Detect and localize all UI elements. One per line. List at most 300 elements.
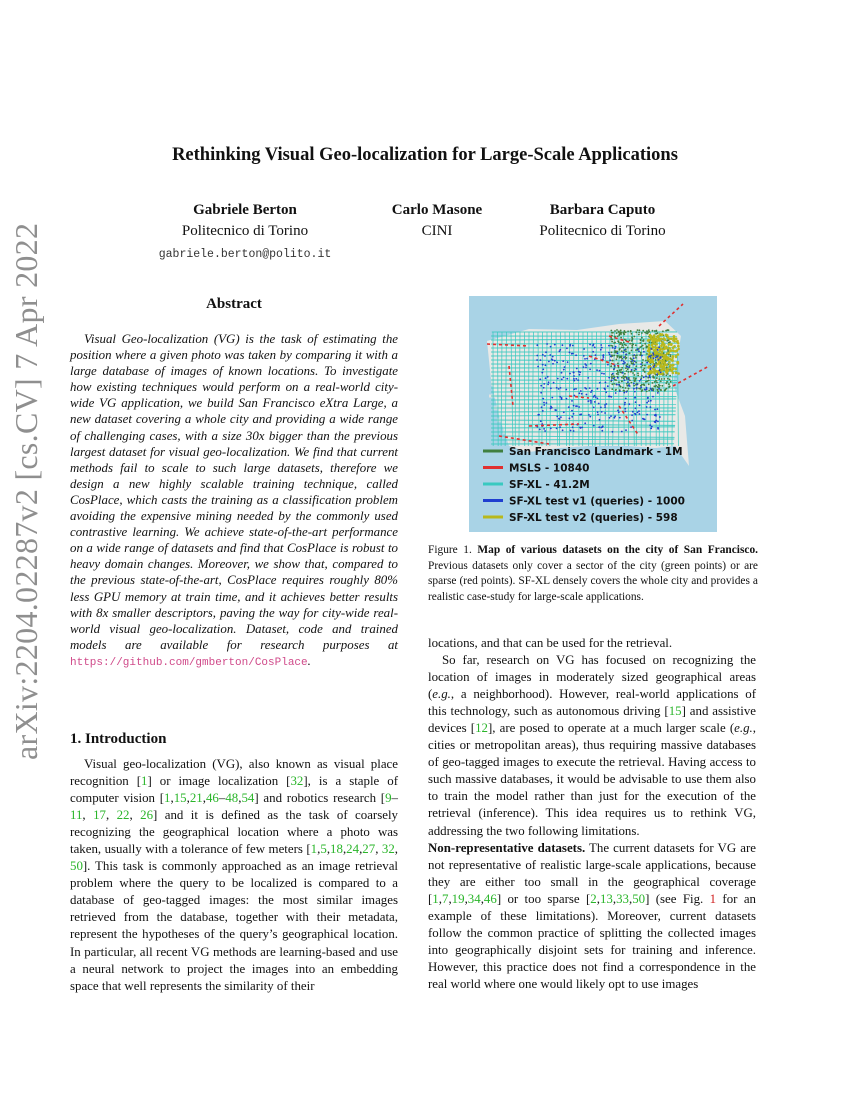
landmark-point bbox=[657, 386, 659, 388]
text-run: ] or image localization [ bbox=[147, 774, 291, 789]
query-v1-point bbox=[536, 344, 538, 346]
query-v1-point bbox=[646, 376, 648, 378]
query-v1-point bbox=[625, 398, 627, 400]
query-v1-point bbox=[610, 415, 612, 417]
query-v1-point bbox=[562, 360, 564, 362]
query-v1-point bbox=[587, 377, 589, 379]
landmark-point bbox=[613, 375, 615, 377]
landmark-point bbox=[668, 329, 670, 331]
query-v1-point bbox=[577, 379, 579, 381]
landmark-point bbox=[646, 353, 648, 355]
query-v1-point bbox=[653, 357, 655, 359]
query-v1-point bbox=[604, 404, 606, 406]
query-v1-point bbox=[584, 422, 586, 424]
query-v1-point bbox=[612, 373, 614, 375]
landmark-point bbox=[629, 343, 631, 345]
query-v2-point bbox=[652, 368, 655, 371]
query-v1-point bbox=[570, 430, 572, 432]
landmark-point bbox=[631, 343, 633, 345]
query-v1-point bbox=[537, 366, 539, 368]
query-v2-point bbox=[667, 369, 670, 372]
citation-link[interactable]: 7 bbox=[441, 891, 449, 906]
query-v2-point bbox=[652, 361, 655, 364]
query-v1-point bbox=[550, 346, 552, 348]
landmark-point bbox=[640, 340, 642, 342]
citation-link[interactable]: 9 bbox=[385, 791, 392, 806]
landmark-point bbox=[646, 330, 648, 332]
landmark-point bbox=[642, 330, 644, 332]
query-v2-point bbox=[660, 338, 663, 341]
query-v1-point bbox=[640, 363, 642, 365]
query-v1-point bbox=[540, 359, 542, 361]
citation-link[interactable]: 22 bbox=[116, 808, 130, 823]
query-v1-point bbox=[542, 398, 544, 400]
landmark-point bbox=[641, 375, 643, 377]
query-v1-point bbox=[573, 375, 575, 377]
landmark-point bbox=[660, 380, 662, 382]
query-v2-point bbox=[663, 354, 666, 357]
landmark-point bbox=[638, 332, 640, 334]
query-v1-point bbox=[563, 369, 565, 371]
landmark-point bbox=[631, 363, 633, 365]
query-v1-point bbox=[640, 386, 642, 388]
query-v1-point bbox=[608, 352, 610, 354]
query-v1-point bbox=[590, 363, 592, 365]
query-v1-point bbox=[598, 403, 600, 405]
landmark-point bbox=[623, 342, 625, 344]
query-v2-point bbox=[677, 342, 680, 345]
query-v1-point bbox=[557, 378, 559, 380]
query-v1-point bbox=[637, 412, 639, 414]
query-v1-point bbox=[650, 428, 652, 430]
paper-title: Rethinking Visual Geo-localization for Large-Scale Applications bbox=[172, 145, 678, 165]
text-run: , bbox=[326, 842, 331, 857]
query-v1-point bbox=[566, 347, 568, 349]
query-v1-point bbox=[563, 377, 565, 379]
landmark-point bbox=[656, 382, 658, 384]
query-v1-point bbox=[558, 418, 560, 420]
landmark-point bbox=[639, 329, 641, 331]
text-run: , bbox=[448, 891, 452, 906]
query-v1-point bbox=[633, 354, 635, 356]
text-run: , bbox=[202, 791, 206, 806]
landmark-point bbox=[665, 374, 667, 376]
landmark-point bbox=[616, 358, 618, 360]
query-v1-point bbox=[627, 381, 629, 383]
query-v1-point bbox=[543, 402, 545, 404]
query-v1-point bbox=[625, 429, 627, 431]
query-v1-point bbox=[646, 362, 648, 364]
query-v1-point bbox=[556, 362, 558, 364]
landmark-point bbox=[615, 389, 617, 391]
query-v1-point bbox=[556, 387, 558, 389]
landmark-point bbox=[619, 343, 621, 345]
query-v1-point bbox=[539, 429, 541, 431]
landmark-point bbox=[616, 355, 618, 357]
text-run: ] (see Fig. bbox=[645, 891, 710, 906]
query-v1-point bbox=[646, 406, 648, 408]
query-v1-point bbox=[584, 387, 586, 389]
query-v1-point bbox=[654, 414, 656, 416]
query-v1-point bbox=[639, 413, 641, 415]
query-v1-point bbox=[560, 387, 562, 389]
query-v1-point bbox=[584, 358, 586, 360]
landmark-point bbox=[621, 355, 623, 357]
query-v1-point bbox=[539, 378, 541, 380]
query-v1-point bbox=[573, 378, 575, 380]
query-v1-point bbox=[561, 378, 563, 380]
landmark-point bbox=[631, 333, 633, 335]
citation-link[interactable]: 27 bbox=[362, 842, 376, 857]
landmark-point bbox=[616, 329, 618, 331]
query-v2-point bbox=[648, 353, 651, 356]
query-v1-point bbox=[624, 408, 626, 410]
legend-label: SF-XL test v2 (queries) - 598 bbox=[509, 512, 678, 524]
query-v1-point bbox=[554, 360, 556, 362]
query-v1-point bbox=[536, 355, 538, 357]
landmark-point bbox=[638, 334, 640, 336]
query-v2-point bbox=[661, 354, 664, 357]
query-v1-point bbox=[650, 388, 652, 390]
query-v2-point bbox=[673, 335, 676, 338]
query-v1-point bbox=[622, 372, 624, 374]
query-v1-point bbox=[554, 409, 556, 411]
landmark-point bbox=[639, 346, 641, 348]
code-link[interactable]: https://github.com/gmberton/CosPlace bbox=[70, 656, 308, 669]
landmark-point bbox=[643, 340, 645, 342]
query-v1-point bbox=[625, 411, 627, 413]
query-v1-point bbox=[609, 359, 611, 361]
query-v1-point bbox=[649, 377, 651, 379]
abstract-end: . bbox=[307, 653, 311, 668]
query-v1-point bbox=[600, 407, 602, 409]
citation-link[interactable]: 15 bbox=[173, 791, 187, 806]
query-v1-point bbox=[623, 392, 625, 394]
text-run: , bbox=[464, 891, 468, 906]
citation-link[interactable]: 32 bbox=[381, 842, 395, 857]
landmark-point bbox=[653, 377, 655, 379]
query-v1-point bbox=[621, 360, 623, 362]
query-v1-point bbox=[597, 414, 599, 416]
citation-link[interactable]: 19 bbox=[451, 891, 465, 906]
query-v1-point bbox=[616, 384, 618, 386]
landmark-point bbox=[618, 381, 620, 383]
landmark-point bbox=[626, 370, 628, 372]
citation-link[interactable]: 13 bbox=[599, 891, 613, 906]
query-v1-point bbox=[571, 400, 573, 402]
query-v2-point bbox=[661, 360, 664, 363]
query-v1-point bbox=[614, 415, 616, 417]
text-run: So far, research on VG has focused on recognizing the location of images in moderately sized geographical areas ( bbox=[428, 653, 756, 702]
query-v1-point bbox=[573, 430, 575, 432]
intro-paragraph bbox=[428, 652, 756, 840]
citation-link[interactable]: 54 bbox=[241, 791, 255, 806]
query-v1-point bbox=[587, 400, 589, 402]
landmark-point bbox=[638, 388, 640, 390]
query-v2-point bbox=[648, 347, 651, 350]
query-v1-point bbox=[650, 355, 652, 357]
query-v2-point bbox=[666, 347, 669, 350]
query-v1-point bbox=[543, 404, 545, 406]
citation-link[interactable]: 21 bbox=[189, 791, 203, 806]
query-v1-point bbox=[543, 387, 545, 389]
query-v1-point bbox=[633, 388, 635, 390]
query-v1-point bbox=[548, 381, 550, 383]
query-v1-point bbox=[581, 393, 583, 395]
landmark-point bbox=[635, 357, 637, 359]
query-v2-point bbox=[672, 339, 675, 342]
query-v1-point bbox=[651, 389, 653, 391]
query-v1-point bbox=[575, 354, 577, 356]
landmark-point bbox=[633, 385, 635, 387]
landmark-point bbox=[610, 339, 612, 341]
landmark-point bbox=[634, 379, 636, 381]
citation-link[interactable]: 11 bbox=[70, 808, 83, 823]
map-legend bbox=[483, 446, 685, 524]
landmark-point bbox=[631, 345, 633, 347]
landmark-point bbox=[621, 381, 623, 383]
query-v1-point bbox=[660, 356, 662, 358]
query-v1-point bbox=[578, 406, 580, 408]
query-v1-point bbox=[621, 431, 623, 433]
landmark-point bbox=[641, 384, 643, 386]
landmark-point bbox=[631, 340, 633, 342]
query-v1-point bbox=[623, 360, 625, 362]
grid-street bbox=[592, 332, 593, 446]
citation-link[interactable]: 33 bbox=[616, 891, 629, 906]
query-v1-point bbox=[583, 355, 585, 357]
landmark-point bbox=[646, 391, 648, 393]
landmark-point bbox=[611, 341, 613, 343]
citation-link[interactable]: 48 bbox=[225, 791, 239, 806]
query-v1-point bbox=[636, 387, 638, 389]
query-v1-point bbox=[657, 349, 659, 351]
author-2 bbox=[372, 200, 502, 242]
query-v1-point bbox=[601, 411, 603, 413]
arxiv-stamp: arXiv:2204.02287v2 [cs.CV] 7 Apr 2022 bbox=[8, 222, 44, 760]
citation-link[interactable]: 17 bbox=[93, 808, 106, 823]
landmark-point bbox=[621, 369, 623, 371]
query-v1-point bbox=[634, 361, 636, 363]
landmark-point bbox=[637, 375, 639, 377]
figure-ref-link[interactable]: 1 bbox=[709, 891, 717, 906]
query-v1-point bbox=[588, 414, 590, 416]
landmark-point bbox=[640, 366, 642, 368]
query-v1-point bbox=[602, 355, 604, 357]
landmark-point bbox=[644, 371, 646, 373]
query-v1-point bbox=[578, 392, 580, 394]
query-v1-point bbox=[605, 391, 607, 393]
landmark-point bbox=[642, 359, 644, 361]
query-v2-point bbox=[651, 340, 654, 343]
citation-link[interactable]: 1 bbox=[164, 791, 171, 806]
query-v1-point bbox=[640, 379, 642, 381]
landmark-point bbox=[621, 367, 623, 369]
query-v1-point bbox=[626, 377, 628, 379]
citation-link[interactable]: 2 bbox=[590, 891, 597, 906]
citation-link[interactable]: 24 bbox=[346, 842, 360, 857]
query-v1-point bbox=[550, 387, 552, 389]
text-run: , bbox=[596, 891, 600, 906]
query-v1-point bbox=[573, 372, 575, 374]
query-v1-point bbox=[592, 351, 594, 353]
query-v1-point bbox=[601, 426, 603, 428]
text-run: , bbox=[394, 842, 398, 857]
text-run: Visual geo-localization (VG), also known as visual place recognition [ bbox=[70, 757, 398, 789]
query-v1-point bbox=[611, 379, 613, 381]
citation-link[interactable]: 18 bbox=[330, 842, 343, 857]
query-v2-point bbox=[668, 343, 671, 346]
author-name: Gabriele Berton bbox=[193, 202, 297, 218]
landmark-point bbox=[652, 382, 654, 384]
query-v1-point bbox=[656, 356, 658, 358]
map-plot bbox=[469, 296, 717, 532]
query-v1-point bbox=[559, 350, 561, 352]
query-v1-point bbox=[595, 396, 597, 398]
query-v1-point bbox=[590, 400, 592, 402]
query-v1-point bbox=[623, 352, 625, 354]
query-v1-point bbox=[594, 401, 596, 403]
query-v1-point bbox=[607, 385, 609, 387]
query-v2-point bbox=[662, 356, 665, 359]
citation-link[interactable]: 50 bbox=[632, 891, 646, 906]
query-v1-point bbox=[617, 410, 619, 412]
citation-link[interactable]: 50 bbox=[70, 859, 83, 874]
query-v1-point bbox=[589, 387, 591, 389]
query-v1-point bbox=[562, 429, 564, 431]
query-v1-point bbox=[642, 418, 644, 420]
query-v1-point bbox=[573, 388, 575, 390]
landmark-point bbox=[669, 375, 671, 377]
landmark-point bbox=[668, 383, 670, 385]
query-v1-point bbox=[634, 413, 636, 415]
citation-link[interactable]: 15 bbox=[668, 704, 682, 719]
query-v1-point bbox=[571, 416, 573, 418]
query-v1-point bbox=[575, 378, 577, 380]
citation-link[interactable]: 34 bbox=[467, 891, 481, 906]
landmark-point bbox=[617, 373, 619, 375]
query-v1-point bbox=[579, 374, 581, 376]
italic-text: e.g. bbox=[432, 687, 451, 702]
query-v2-point bbox=[647, 339, 650, 342]
text-run: ] or too sparse [ bbox=[496, 891, 591, 906]
landmark-point bbox=[610, 330, 612, 332]
citation-link[interactable]: 46 bbox=[483, 891, 497, 906]
query-v1-point bbox=[601, 430, 603, 432]
landmark-point bbox=[648, 329, 650, 331]
query-v1-point bbox=[558, 388, 560, 390]
citation-link[interactable]: 26 bbox=[140, 808, 154, 823]
query-v1-point bbox=[619, 390, 621, 392]
text-run: , bbox=[628, 891, 633, 906]
landmark-point bbox=[611, 383, 613, 385]
landmark-point bbox=[656, 377, 658, 379]
text-run: , cities or metropolitan areas), thus requiring massive databases of geo-tagged images to execute the retrieval. Having access to such massive databases, it would be advisable to use them also to train the model rather than just for the execution of the retrieval (inference). This idea requires us to rethink VG, addressing the two following limitations. bbox=[428, 721, 756, 838]
citation-link[interactable]: 5 bbox=[320, 842, 327, 857]
query-v1-point bbox=[552, 359, 554, 361]
landmark-point bbox=[627, 347, 629, 349]
query-v1-point bbox=[579, 371, 581, 373]
query-v2-point bbox=[677, 353, 680, 356]
text-run: , bbox=[438, 891, 442, 906]
landmark-point bbox=[622, 387, 624, 389]
landmark-point bbox=[641, 362, 643, 364]
citation-link[interactable]: 1 bbox=[141, 774, 148, 789]
landmark-point bbox=[658, 378, 660, 380]
citation-link[interactable]: 46 bbox=[205, 791, 219, 806]
landmark-point bbox=[611, 377, 613, 379]
query-v1-point bbox=[552, 356, 554, 358]
text-run: ] and assistive devices [ bbox=[428, 704, 756, 736]
landmark-point bbox=[652, 388, 654, 390]
landmark-point bbox=[669, 385, 671, 387]
query-v1-point bbox=[545, 377, 547, 379]
query-v2-point bbox=[655, 343, 658, 346]
landmark-point bbox=[626, 363, 628, 365]
query-v2-point bbox=[676, 361, 679, 364]
query-v1-point bbox=[594, 395, 596, 397]
citation-link[interactable]: 12 bbox=[475, 721, 488, 736]
citation-link[interactable]: 32 bbox=[290, 774, 304, 789]
query-v1-point bbox=[550, 428, 552, 430]
landmark-point bbox=[660, 389, 662, 391]
landmark-point bbox=[617, 340, 619, 342]
landmark-point bbox=[669, 379, 671, 381]
landmark-point bbox=[620, 337, 622, 339]
query-v1-point bbox=[583, 366, 585, 368]
query-v1-point bbox=[649, 369, 651, 371]
landmark-point bbox=[659, 385, 661, 387]
landmark-point bbox=[635, 378, 637, 380]
author-1 bbox=[150, 200, 340, 265]
grid-street bbox=[542, 332, 543, 446]
query-v2-point bbox=[650, 336, 653, 339]
query-v1-point bbox=[536, 359, 538, 361]
query-v1-point bbox=[546, 402, 548, 404]
abstract-heading: Abstract bbox=[206, 296, 262, 312]
landmark-point bbox=[632, 372, 634, 374]
legend-label: SF-XL test v1 (queries) - 1000 bbox=[509, 495, 685, 508]
query-v1-point bbox=[556, 428, 558, 430]
query-v1-point bbox=[608, 377, 610, 379]
query-v1-point bbox=[550, 406, 552, 408]
figure-map bbox=[469, 296, 717, 532]
query-v2-point bbox=[654, 349, 657, 352]
query-v1-point bbox=[593, 344, 595, 346]
text-run: , bbox=[342, 842, 347, 857]
citation-link[interactable]: 1 bbox=[310, 842, 318, 857]
query-v1-point bbox=[652, 396, 654, 398]
query-v1-point bbox=[569, 345, 571, 347]
query-v1-point bbox=[580, 427, 582, 429]
query-v1-point bbox=[599, 419, 601, 421]
query-v1-point bbox=[635, 369, 637, 371]
query-v2-point bbox=[677, 372, 680, 375]
query-v1-point bbox=[619, 417, 621, 419]
landmark-point bbox=[611, 376, 613, 378]
text-run: ], are posed to operate at a much larger scale ( bbox=[487, 721, 735, 736]
query-v1-point bbox=[658, 346, 660, 348]
author-email[interactable]: gabriele.berton@polito.it bbox=[158, 248, 332, 261]
query-v1-point bbox=[601, 347, 603, 349]
citation-link[interactable]: 1 bbox=[432, 891, 439, 906]
query-v1-point bbox=[540, 392, 542, 394]
query-v1-point bbox=[553, 382, 555, 384]
landmark-point bbox=[618, 331, 620, 333]
intro-column-1 bbox=[70, 756, 398, 995]
query-v2-point bbox=[664, 361, 667, 364]
query-v1-point bbox=[659, 370, 661, 372]
